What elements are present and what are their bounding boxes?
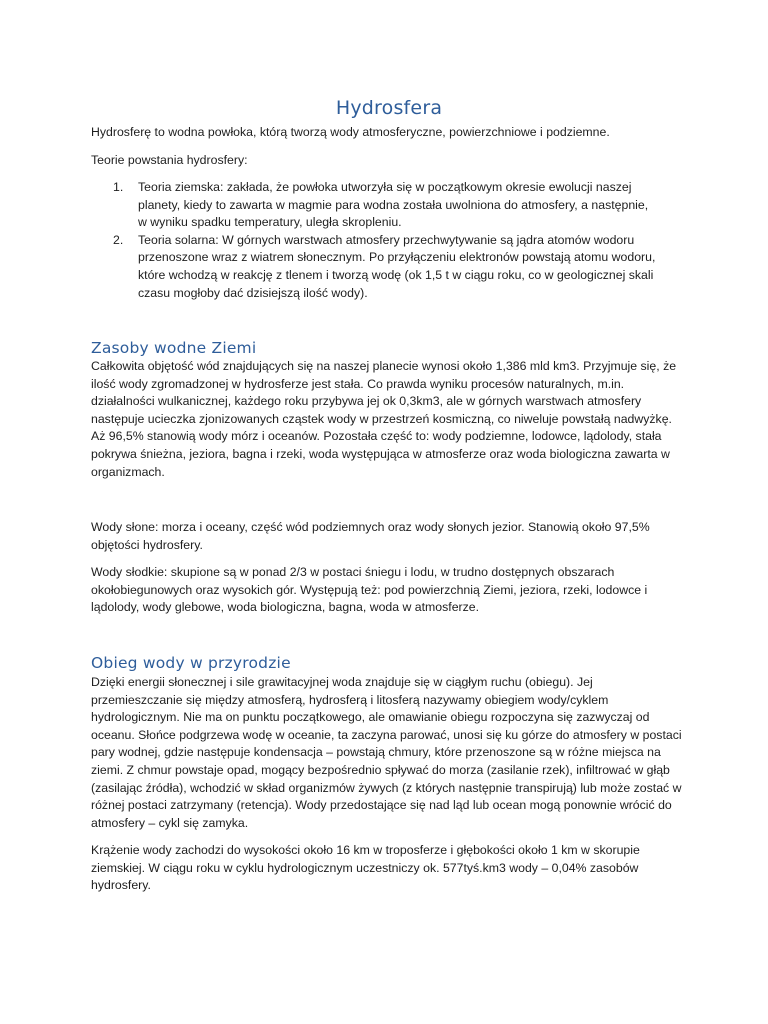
section-heading-cycle: Obieg wody w przyrodzie bbox=[91, 654, 291, 672]
section-heading-resources: Zasoby wodne Ziemi bbox=[91, 339, 257, 357]
page-title: Hydrosfera bbox=[335, 97, 443, 119]
list-item bbox=[91, 179, 658, 232]
cycle-paragraph-1: Dzięki energii słonecznej i sile grawitacyjnej woda znajduje się w ciągłym ruchu (obiegu). Jej przemieszczanie się między atmosferą, hydrosferą i litosferą nazywamy obiegiem wody/cyklem hydrologicznym. Nie ma on punktu początkowego, ale omawianie obiegu rozpoczyna się zazwyczaj od oceanu. Słońce podgrzewa wodę w oceanie, ta zaczyna parować, unosi się ku górze do atmosfery w postaci pary wodnej, gdzie następuje kondensacja – powstają chmury, które przenoszone są w różne miejsca na ziemi. Z chmur powstaje opad, mogący bezpośrednio spływać do morza (zasilanie rzek), infiltrować w głąb (zasilając źródła), wchodzić w skład organizmów żywych (z których następnie transpirują) lub może zostać w różnej postaci zatrzymany (retencja). Wody przedostające się nad ląd lub ocean mogą ponownie wrócić do atmosfery – cykl się zamyka. bbox=[91, 675, 682, 830]
resources-paragraph-2: Wody słone: morza i oceany, część wód podziemnych oraz wody słonych jezior. Stanowią około 97,5% objętości hydrosfery. bbox=[91, 520, 650, 552]
cycle-paragraph-2: Krążenie wody zachodzi do wysokości około 16 km w troposferze i głębokości około 1 km w skorupie ziemskiej. W ciągu roku w cyklu hydrologicznym uczestniczy ok. 577tyś.km3 wody – 0,04% zasobów hydrosfery. bbox=[91, 843, 640, 893]
resources-paragraph-3: Wody słodkie: skupione są w ponad 2/3 w postaci śniegu i lodu, w trudno dostępnych obszarach okołobiegunowych oraz wysokich gór. Występują też: pod powierzchnią Ziemi, jeziora, rzeki, lodowce i lądolody, wody glebowe, woda biologiczna, bagna, woda w atmosferze. bbox=[91, 565, 648, 615]
intro-paragraph: Hydrosferę to wodna powłoka, którą tworzą wody atmosferyczne, powierzchniowe i podziemne. bbox=[91, 125, 610, 139]
resources-paragraph-1: Całkowita objętość wód znajdujących się na naszej planecie wynosi około 1,386 mld km3. Przyjmuje się, że ilość wody zgromadzonej w hydrosferze jest stała. Co prawda wyniku procesów naturalnych, m.in. działalności wulkanicznej, każdego roku przybywa jej ok 0,3km3, ale w górnych warstwach atmosfery następuje ucieczka zjonizowanych cząstek wody w przestrzeń kosmiczną, co niweluje powstałą nadwyżkę. Aż 96,5% stanowią wody mórz i oceanów. Pozostała część to: wody podziemne, lodowce, lądolody, stała pokrywa śnieżna, jeziora, bagna i rzeki, woda występująca w atmosferze oraz woda biologiczna zawarta w organizmach. bbox=[91, 359, 677, 479]
list-item-text: Teoria ziemska: zakłada, że powłoka utworzyła się w początkowym okresie ewolucji naszej planety, kiedy to zawarta w magmie para wodna została uwolniona do atmosfery, a następnie, w wyniku spadku temperatury, uległa skropleniu. bbox=[138, 180, 649, 230]
list-item bbox=[91, 232, 658, 302]
theories-label: Teorie powstania hydrosfery: bbox=[91, 153, 248, 167]
list-item-text: Teoria solarna: W górnych warstwach atmosfery przechwytywanie są jądra atomów wodoru przenoszone wraz z wiatrem słonecznym. Po przyłączeniu elektronów powstają atomu wodoru, które wchodzą w reakcję z tlenem i tworzą wodę (ok 1,5 t w ciągu roku, co w geologicznej skali czasu mogłoby dać dzisiejszą ilość wody). bbox=[138, 232, 656, 300]
theories-list bbox=[91, 179, 687, 302]
list-number: 1. bbox=[113, 180, 124, 194]
list-number: 2. bbox=[113, 232, 124, 247]
